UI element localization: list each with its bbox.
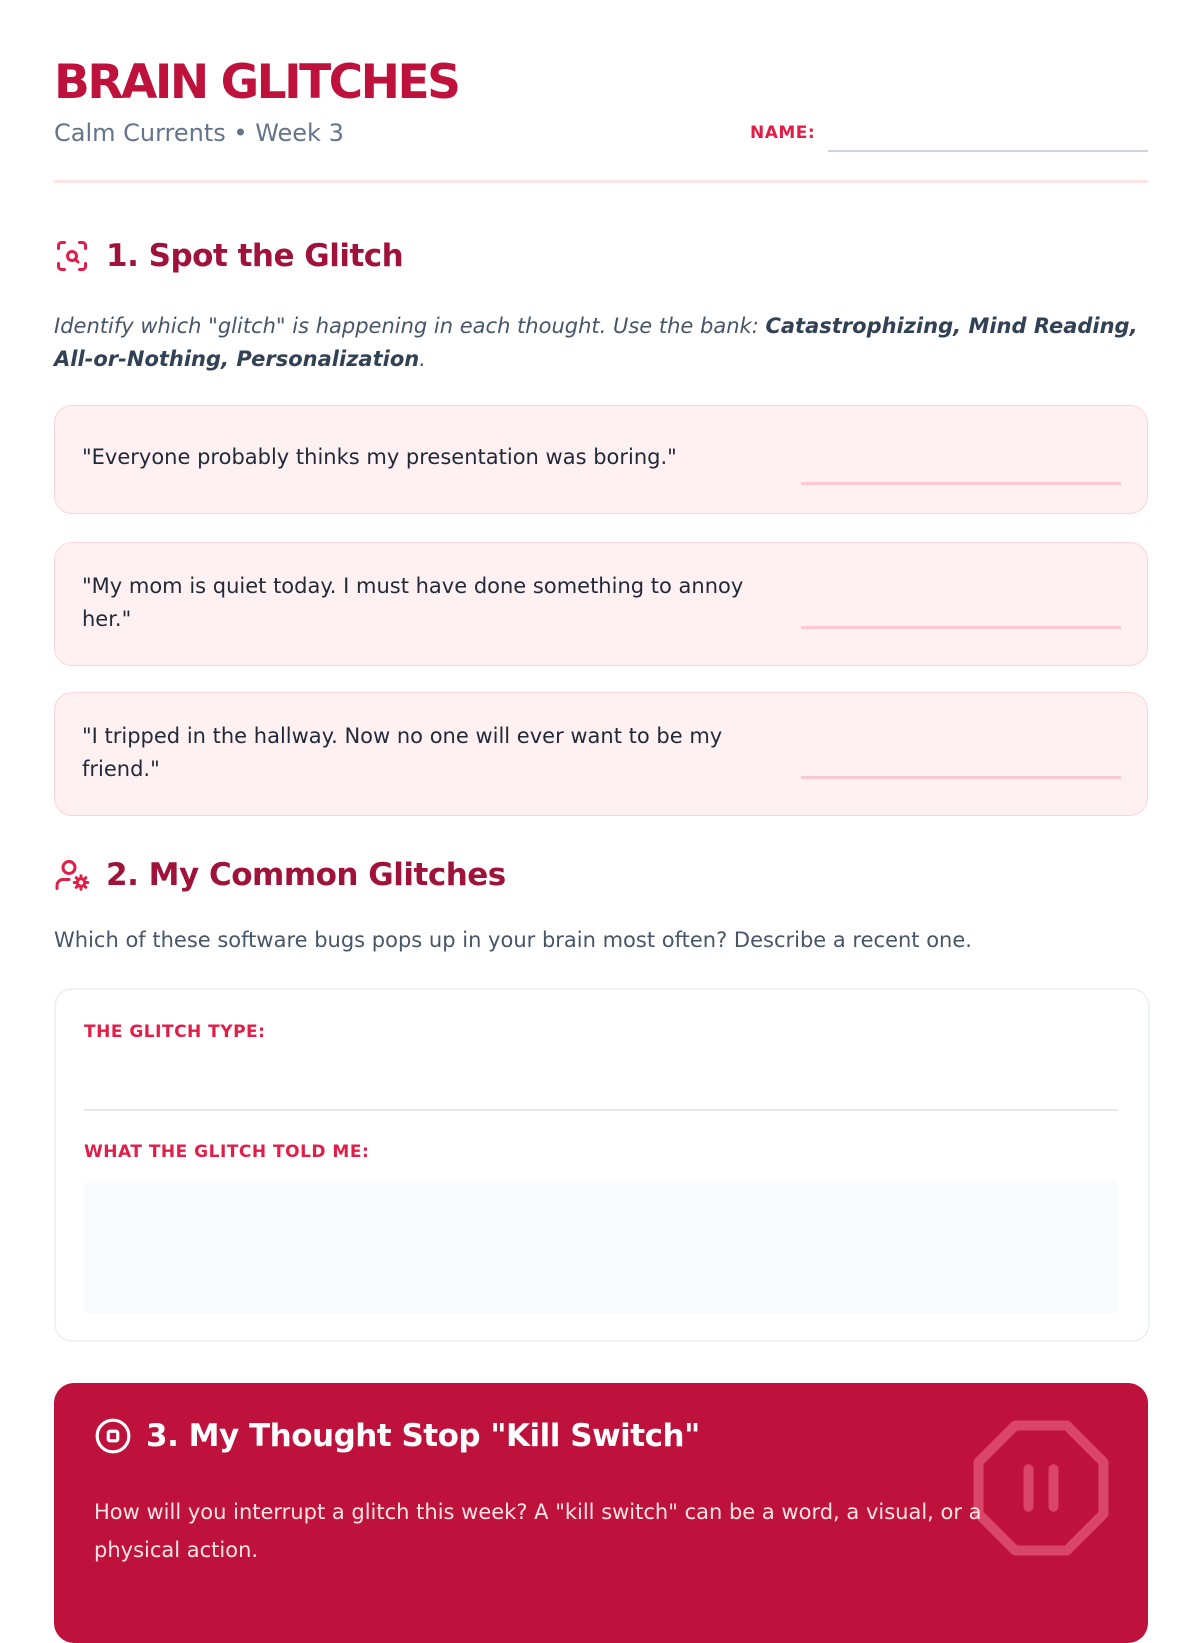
user-cog-icon — [54, 857, 90, 893]
instructions-text: Identify which "glitch" is happening in each thought. Use the bank: — [54, 314, 766, 338]
glitch-told-textarea[interactable] — [84, 1181, 1118, 1313]
header-divider — [54, 180, 1148, 183]
name-label: NAME: — [750, 123, 816, 143]
section-3-title: 3. My Thought Stop "Kill Switch" — [146, 1418, 700, 1454]
thought-card — [54, 405, 1148, 514]
section-3-text: How will you interrupt a glitch this week? A "kill switch" can be a word, a visual, or a physical action. — [94, 1500, 982, 1562]
thought-card — [54, 542, 1148, 666]
glitch-description-box — [54, 988, 1150, 1342]
section-1-title: 1. Spot the Glitch — [106, 238, 404, 274]
thought-text: "Everyone probably thinks my presentation was boring." — [82, 445, 677, 469]
section-1-heading — [54, 238, 403, 274]
thought-answer-line[interactable] — [801, 626, 1121, 629]
page-title: BRAIN GLITCHES — [54, 55, 459, 110]
glitch-type-input-line[interactable] — [84, 1109, 1118, 1111]
glitch-type-label: THE GLITCH TYPE: — [84, 1022, 266, 1042]
thought-text: "I tripped in the hallway. Now no one will ever want to be my friend." — [82, 724, 723, 781]
page-subtitle: Calm Currents • Week 3 — [54, 119, 344, 147]
name-input-line[interactable] — [828, 150, 1148, 152]
thought-card — [54, 692, 1148, 816]
thought-answer-line[interactable] — [801, 482, 1121, 485]
glitch-bank: Catastrophizing, Mind Reading, All-or-Nothing, Personalization — [54, 314, 1138, 371]
instructions-end: . — [419, 347, 426, 371]
thought-text: "My mom is quiet today. I must have done something to annoy her." — [82, 574, 744, 631]
section-3-heading — [94, 1417, 700, 1455]
section-2-prompt: Which of these software bugs pops up in your brain most often? Describe a recent one. — [54, 928, 972, 952]
glitch-told-label: WHAT THE GLITCH TOLD ME: — [84, 1142, 370, 1162]
thought-answer-line[interactable] — [801, 776, 1121, 779]
stop-circle-icon — [94, 1417, 132, 1455]
scan-search-icon — [54, 238, 90, 274]
section-1-instructions — [54, 310, 1148, 376]
section-2-heading — [54, 857, 506, 893]
section-2-title: 2. My Common Glitches — [106, 857, 506, 893]
kill-switch-panel — [54, 1383, 1148, 1643]
